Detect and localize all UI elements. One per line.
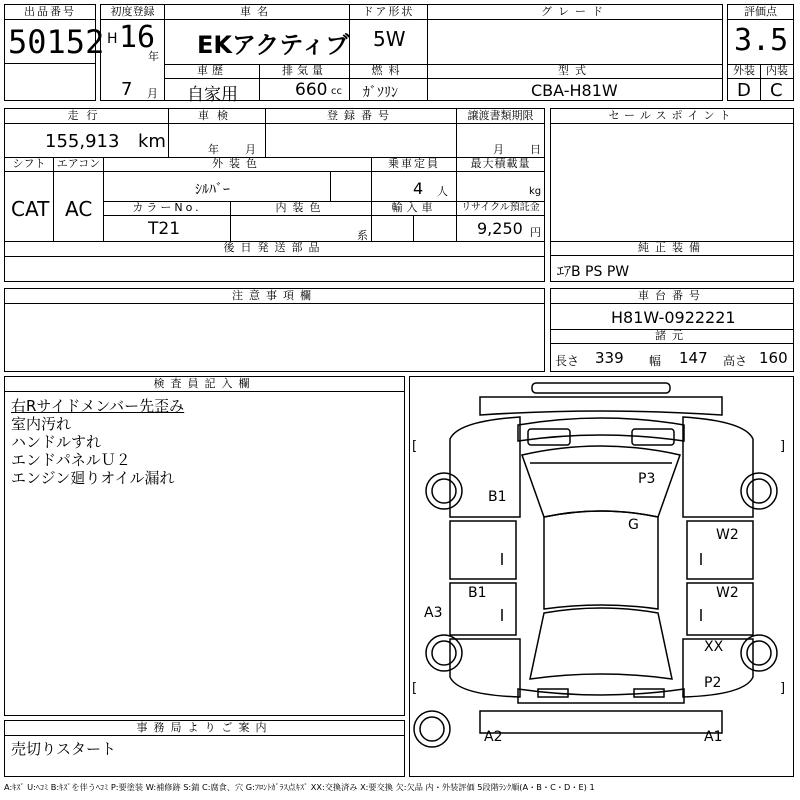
equip-label: 純正装備 [551,241,793,256]
length-label: 長さ [555,354,580,368]
shift-label: シフト [12,157,46,170]
office-label: 事務局よりご案内 [5,721,404,736]
capacity-value: 4 [413,179,424,198]
score-value: 3.5 [734,23,789,58]
bracket-right-front: ] [780,439,786,454]
fuel-label: 燃料 [371,64,406,77]
chassis-label: 車台番号 [551,289,793,304]
car-diagram [409,376,794,777]
inspector-note: エンジン廻りオイル漏れ [11,469,175,487]
inspection-label: 車検 [169,109,265,124]
ext-label: 外装 [733,64,755,77]
height-value: 160 [759,349,788,367]
damage-mark: G [628,517,639,533]
door-value: 5W [373,27,406,51]
bracket-left-front: [ [412,439,418,454]
bracket-right-rear: ] [780,681,786,696]
color-label: 外装色 [212,157,263,170]
damage-mark: A3 [424,605,443,621]
chassis-box [550,288,794,372]
damage-mark: B1 [488,489,507,505]
capacity-unit: 人 [437,185,448,198]
car-outline [410,377,793,776]
year-value: 16 [119,20,156,55]
height-label: 高さ [723,354,748,368]
inspector-note: ハンドルすれ [11,433,102,451]
int-color-unit: 系 [357,229,368,242]
damage-mark: P2 [704,675,722,691]
width-value: 147 [679,349,708,367]
damage-mark: A1 [704,729,723,745]
insp-year-unit: 年 [208,143,219,156]
later-parts-label: 後日発送部品 [223,241,326,254]
year-unit: 年 [148,50,159,63]
width-label: 幅 [649,354,662,368]
inspector-note: 右Rサイドメンバー先歪み [11,397,185,415]
era-value: H [107,31,118,47]
cc-value: 660 [295,80,328,100]
int-value: C [770,80,783,101]
ac-value: AC [65,197,93,221]
lot-box [4,4,105,101]
load-unit: kg [529,186,542,197]
import-label: 輸入車 [391,201,437,214]
mileage-value: 155,913 [45,131,120,152]
chassis-value: H81W-0922221 [611,308,736,327]
type-label: 型式 [558,64,592,77]
legend-text: A:ｷｽﾞ U:ﾍｺﾐ B:ｷｽﾞを伴うﾍｺﾐ P:要塗装 W:補修跡 S:錆 C:腐食、穴 G:ﾌﾛﾝﾄｶﾞﾗｽ点ｷｽﾞ XX:交換済み X:要交換 欠:欠品 内・外装評価 5段階ﾗﾝｸ順(A・B・C・D・E) 1 [4,782,595,792]
fuel-value: ｶﾞｿﾘﾝ [363,85,398,101]
damage-mark: W2 [716,585,739,601]
transfer-label: 譲渡書類期限 [457,109,544,124]
length-value: 339 [595,349,624,367]
color-value: ｼﾙﾊﾞｰ [195,182,230,198]
color-no-label: カラーNo. [132,201,202,214]
capacity-label: 乗車定員 [388,157,440,170]
damage-mark: B1 [468,585,487,601]
spec-label: 諸元 [551,329,793,344]
recycle-unit: 円 [530,226,541,239]
month-value: 7 [121,79,133,100]
mileage-unit: km [138,131,166,152]
mileage-label: 走行 [5,109,168,124]
inspector-note: エンドパネルＵ２ [11,451,131,469]
transfer-month-unit: 月 [493,143,504,156]
history-value: 自家用 [187,85,238,105]
notice-label: 注意事項欄 [5,289,544,304]
first-reg-label: 初度登録 [101,5,164,20]
type-value: CBA-H81W [531,81,618,100]
cc-label: 排気量 [282,64,327,77]
inspector-label: 検査員記入欄 [5,377,404,392]
inspector-box [4,376,405,716]
transfer-day-unit: 日 [530,143,541,156]
door-label: ドア形状 [350,5,427,20]
notice-box [4,288,545,372]
vehicle-header-box [100,4,723,105]
details-box [4,108,545,282]
damage-mark: A2 [484,729,503,745]
shift-value: CAT [11,197,50,221]
model-value: EKアクティブ [197,31,350,59]
recycle-value: 9,250 [477,219,523,238]
score-box [727,4,794,101]
ac-label: エアコン [56,157,101,170]
int-label: 内装 [766,64,788,77]
equip-value: ｴｱB PS PW [557,264,630,280]
damage-mark: P3 [638,471,656,487]
reg-no-label: 登録番号 [266,109,456,124]
insp-month-unit: 月 [245,143,256,156]
damage-mark: W2 [716,527,739,543]
int-color-label: 内装色 [275,201,327,214]
color-no-value: T21 [148,219,181,239]
load-label: 最大積載量 [470,157,531,170]
office-box [4,720,405,777]
lot-label: 出品番号 [5,5,95,20]
recycle-label: リサイクル預託金 [461,202,540,213]
score-label: 評価点 [728,5,793,20]
cc-unit: cc [331,86,342,97]
bracket-left-rear: [ [412,681,418,696]
lot-number: 50152 [8,23,105,61]
month-unit: 月 [147,87,158,100]
model-label: 車名 [165,5,349,20]
grade-label: グレード [428,5,722,20]
history-label: 車歴 [197,64,227,77]
sales-label: セールスポイント [551,109,793,124]
office-value: 売切りスタート [11,740,117,758]
inspector-note: 室内汚れ [11,415,72,433]
sales-box [550,108,794,282]
ext-value: D [737,80,751,101]
damage-mark: XX [704,639,724,655]
